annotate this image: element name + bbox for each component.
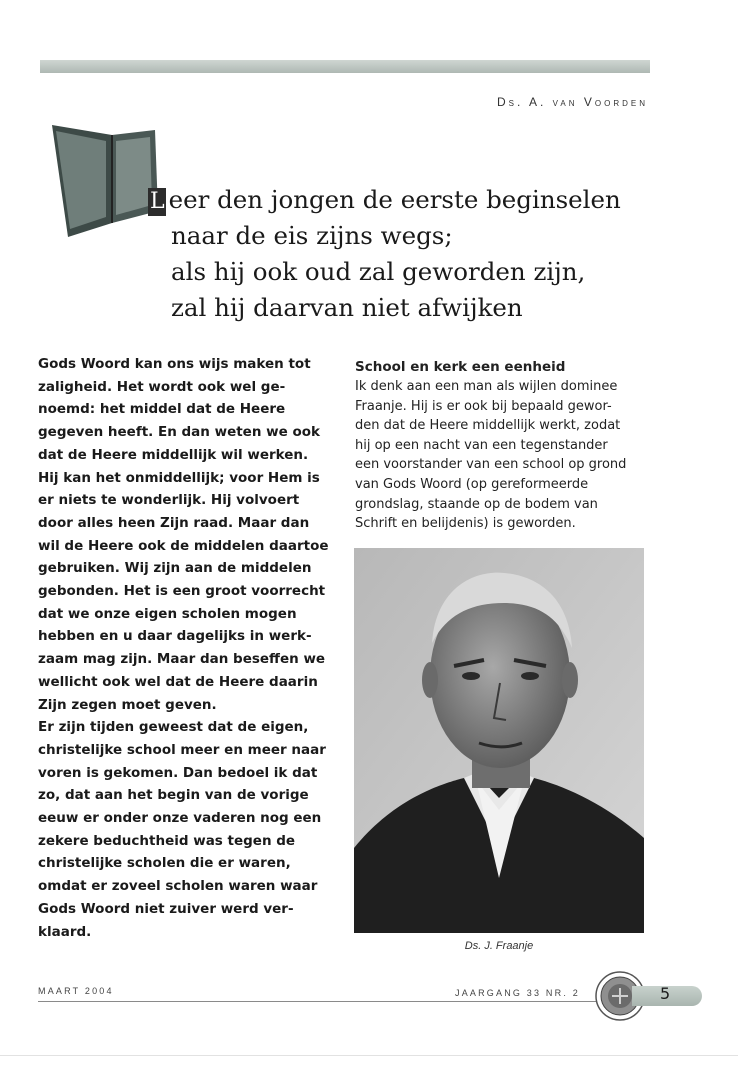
text-line: wellicht ook wel dat de Heere daarin [38, 673, 318, 690]
text-line: dat we onze eigen scholen mogen [38, 605, 297, 622]
section-heading: School en kerk een eenheid [355, 359, 566, 375]
text-line: grondslag, staande op de bodem van [355, 496, 598, 512]
text-line: dat de Heere middellijk wil werken. [38, 446, 309, 463]
text-line: hij op een nacht van een tegenstander [355, 437, 608, 453]
text-line: zo, dat aan het begin van de vorige [38, 787, 309, 804]
title-line-1 [148, 182, 708, 218]
text-line: Er zijn tijden geweest dat de eigen, [38, 719, 309, 736]
text-line: door alles heen Zijn raad. Maar dan [38, 514, 310, 531]
text-line: noemd: het middel dat de Heere [38, 401, 286, 418]
drop-cap: L [150, 189, 165, 214]
header-rule [40, 60, 650, 73]
photo-caption: Ds. J. Fraanje [464, 940, 534, 952]
text-line: een voorstander van een school op grond [355, 457, 627, 473]
text-line: zaam mag zijn. Maar dan beseffen we [38, 651, 326, 668]
text-line: Gods Woord niet zuiver werd ver- [38, 900, 294, 917]
text-line: gebruiken. Wij zijn aan de middelen [38, 560, 312, 577]
text-line: eeuw er onder onze vaderen nog een [38, 810, 322, 827]
text-line: er niets te wonderlijk. Hij volvoert [38, 492, 300, 509]
text-line: christelijke scholen die er waren, [38, 855, 291, 872]
text-line: voren is gekomen. Dan bedoel ik dat [38, 764, 318, 781]
text-line: wil de Heere ook de middelen daartoe [38, 537, 329, 554]
page-number: 5 [660, 984, 671, 1003]
text-line: christelijke school meer en meer naar [38, 741, 326, 758]
text-line: den dat de Heere middellijk werkt, zodat [355, 418, 621, 434]
article-title [148, 182, 708, 326]
portrait-illustration [354, 548, 644, 933]
title-line-3: als hij ook oud zal geworden zijn, [171, 257, 586, 286]
text-line: Zijn zegen moet geven. [38, 696, 217, 713]
author-name: Ds. A. van Voorden [497, 95, 648, 109]
text-line: zaligheid. Het wordt ook wel ge- [38, 378, 286, 395]
title-line-2: naar de eis zijns wegs; [171, 221, 453, 250]
text-line: klaard. [38, 923, 92, 940]
text-line: omdat er zoveel scholen waren waar [38, 878, 318, 895]
text-line: Hij kan het onmiddellijk; voor Hem is [38, 469, 320, 486]
text-line: zekere beduchtheid was tegen de [38, 832, 296, 849]
text-line: Gods Woord kan ons wijs maken tot [38, 356, 311, 372]
text-line: Fraanje. Hij is er ook bij bepaald gewor- [355, 398, 612, 414]
text-line: gebonden. Het is een groot voorrecht [38, 583, 326, 600]
text-line: Ik denk aan een man als wijlen dominee [355, 379, 618, 394]
title-line-4: zal hij daarvan niet afwijken [171, 293, 523, 322]
title-line-1-text: eer den jongen de eerste beginselen [168, 185, 621, 214]
text-line: Schrift en belijdenis) is geworden. [355, 516, 576, 532]
portrait-photo [354, 548, 644, 933]
issue-date: MAART 2004 [38, 986, 114, 996]
text-line: van Gods Woord (op gereformeerde [355, 476, 589, 492]
page-edge [0, 1055, 738, 1056]
right-column [355, 357, 655, 534]
text-line: gegeven heeft. En dan weten we ook [38, 424, 321, 441]
volume-info: JAARGANG 33 NR. 2 [455, 988, 580, 998]
text-line: hebben en u daar dagelijks in werk- [38, 628, 312, 645]
left-column [38, 353, 338, 943]
footer-rule [38, 1001, 598, 1002]
